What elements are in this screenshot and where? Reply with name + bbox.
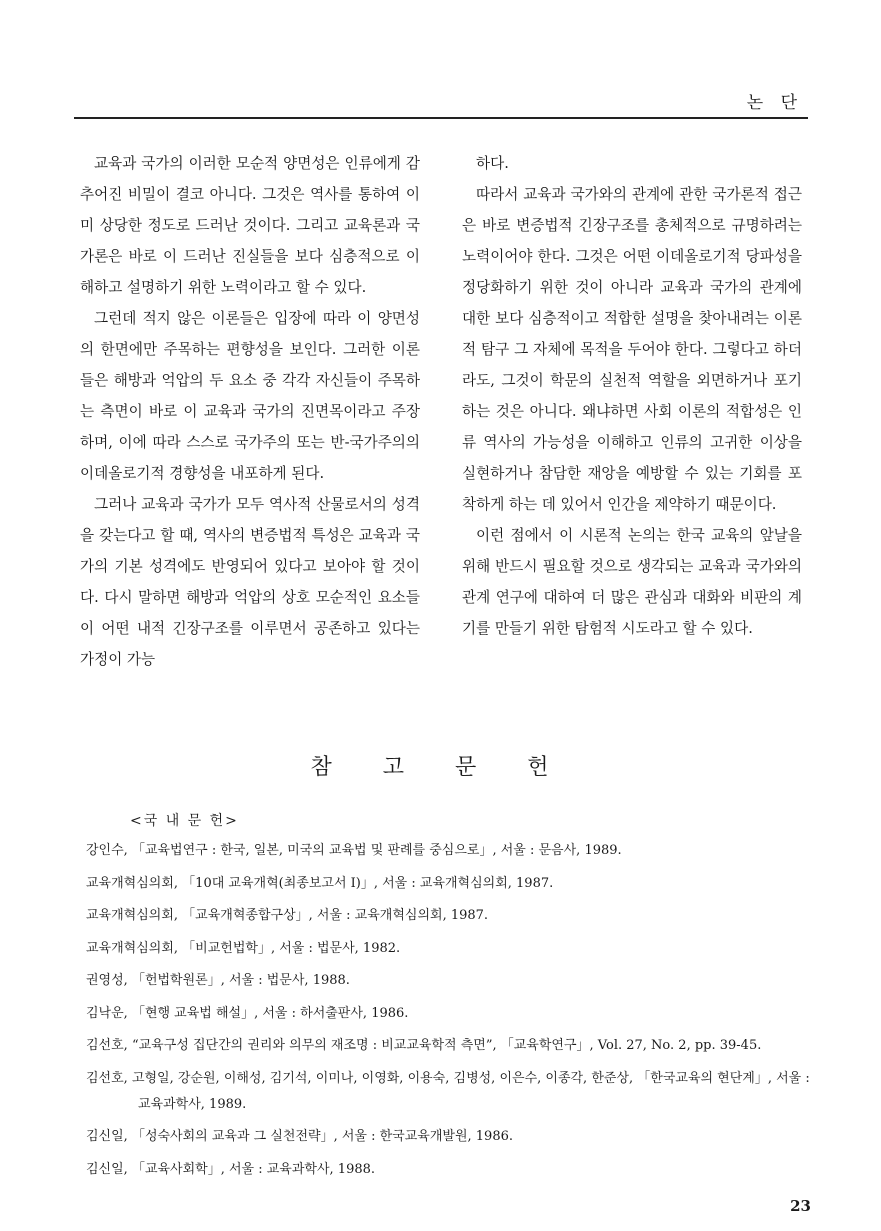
- section-label: 논 단: [746, 93, 803, 113]
- reference-item: 권영성, 「헌법학원론」, 서울 : 법문사, 1988.: [86, 973, 350, 988]
- references-subheading: <국 내 문 헌>: [130, 813, 239, 829]
- reference-item: 김선호, 고형일, 강순원, 이해성, 김기석, 이미나, 이영화, 이용숙, 김병성, 이은수, 이종각, 한준상, 「한국교육의 현단계」, 서울 : 교육과학사, 1989.: [86, 1070, 810, 1112]
- left-column: [80, 148, 420, 675]
- header-divider: [74, 117, 808, 119]
- body-paragraph: 교육과 국가의 이러한 모순적 양면성은 인류에게 감추어진 비밀이 결코 아니다. 그것은 역사를 통하여 이미 상당한 정도로 드러난 것이다. 그리고 교육론과 국가론은 바로 이 드러난 진실들을 보다 심층적으로 이해하고 설명하기 위한 노력이라고 할 수 있다.: [80, 155, 420, 296]
- reference-item: 교육개혁심의회, 「10대 교육개혁(최종보고서 I)」, 서울 : 교육개혁심의회, 1987.: [86, 875, 554, 891]
- reference-item: 김선호, “교육구성 집단간의 권리와 의무의 재조명 : 비교교육학적 측면”, 「교육학연구」, Vol. 27, No. 2, pp. 39-45.: [86, 1038, 762, 1053]
- body-paragraph: 이런 점에서 이 시론적 논의는 한국 교육의 앞날을 위해 반드시 필요할 것으로 생각되는 교육과 국가와의 관계 연구에 대하여 더 많은 관심과 대화와 비판의 계기를 만들기 위한 탐험적 시도라고 할 수 있다.: [462, 527, 802, 637]
- references-title: 참 고 문 헌: [310, 755, 571, 780]
- body-paragraph: 그러나 교육과 국가가 모두 역사적 산물로서의 성격을 갖는다고 할 때, 역사의 변증법적 특성은 교육과 국가의 기본 성격에도 반영되어 있다고 보아야 할 것이다. 다시 말하면 해방과 억압의 상호 모순적인 요소들이 어떤 내적 긴장구조를 이루면서 공존하고 있다는 가정이 가능: [80, 496, 420, 668]
- right-column: [462, 148, 802, 644]
- reference-item: 김낙운, 「현행 교육법 해설」, 서울 : 하서출판사, 1986.: [86, 1005, 409, 1021]
- body-paragraph: 그런데 적지 않은 이론들은 입장에 따라 이 양면성의 한면에만 주목하는 편향성을 보인다. 그러한 이론들은 해방과 억압의 두 요소 중 각각 자신들이 주목하는 측면이 바로 이 교육과 국가의 진면목이라고 주장하며, 이에 따라 스스로 국가주의 또는 반-국가주의의 이데올로기적 경향성을 내포하게 된다.: [80, 310, 420, 482]
- body-paragraph: 따라서 교육과 국가와의 관계에 관한 국가론적 접근은 바로 변증법적 긴장구조를 총체적으로 규명하려는 노력이어야 한다. 그것은 어떤 이데올로기적 당파성을 정당화하기 위한 것이 아니라 교육과 국가의 관계에 대한 보다 심층적이고 적합한 설명을 찾아내려는 이론적 탐구 그 자체에 목적을 두어야 한다. 그렇다고 하더라도, 그것이 학문의 실천적 역할을 외면하거나 포기하는 것은 아니다. 왜냐하면 사회 이론의 적합성은 인류 역사의 가능성을 이해하고 인류의 고귀한 이상을 실현하거나 참담한 재앙을 예방할 수 있는 기회를 포착하게 하는 데 있어서 인간을 제약하기 때문이다.: [462, 186, 802, 513]
- page-number: 23: [790, 1197, 811, 1215]
- reference-item: 강인수, 「교육법연구 : 한국, 일본, 미국의 교육법 및 판례를 중심으로」, 서울 : 문음사, 1989.: [86, 843, 622, 858]
- body-paragraph: 하다.: [476, 155, 509, 172]
- reference-item: 교육개혁심의회, 「교육개혁종합구상」, 서울 : 교육개혁심의회, 1987.: [86, 908, 489, 923]
- reference-item: 교육개혁심의회, 「비교헌법학」, 서울 : 법문사, 1982.: [86, 940, 401, 956]
- reference-item: 김신일, 「교육사회학」, 서울 : 교육과학사, 1988.: [86, 1161, 376, 1177]
- reference-list: [86, 808, 810, 1189]
- reference-item: 김신일, 「성숙사회의 교육과 그 실천전략」, 서울 : 한국교육개발원, 1986.: [86, 1129, 514, 1144]
